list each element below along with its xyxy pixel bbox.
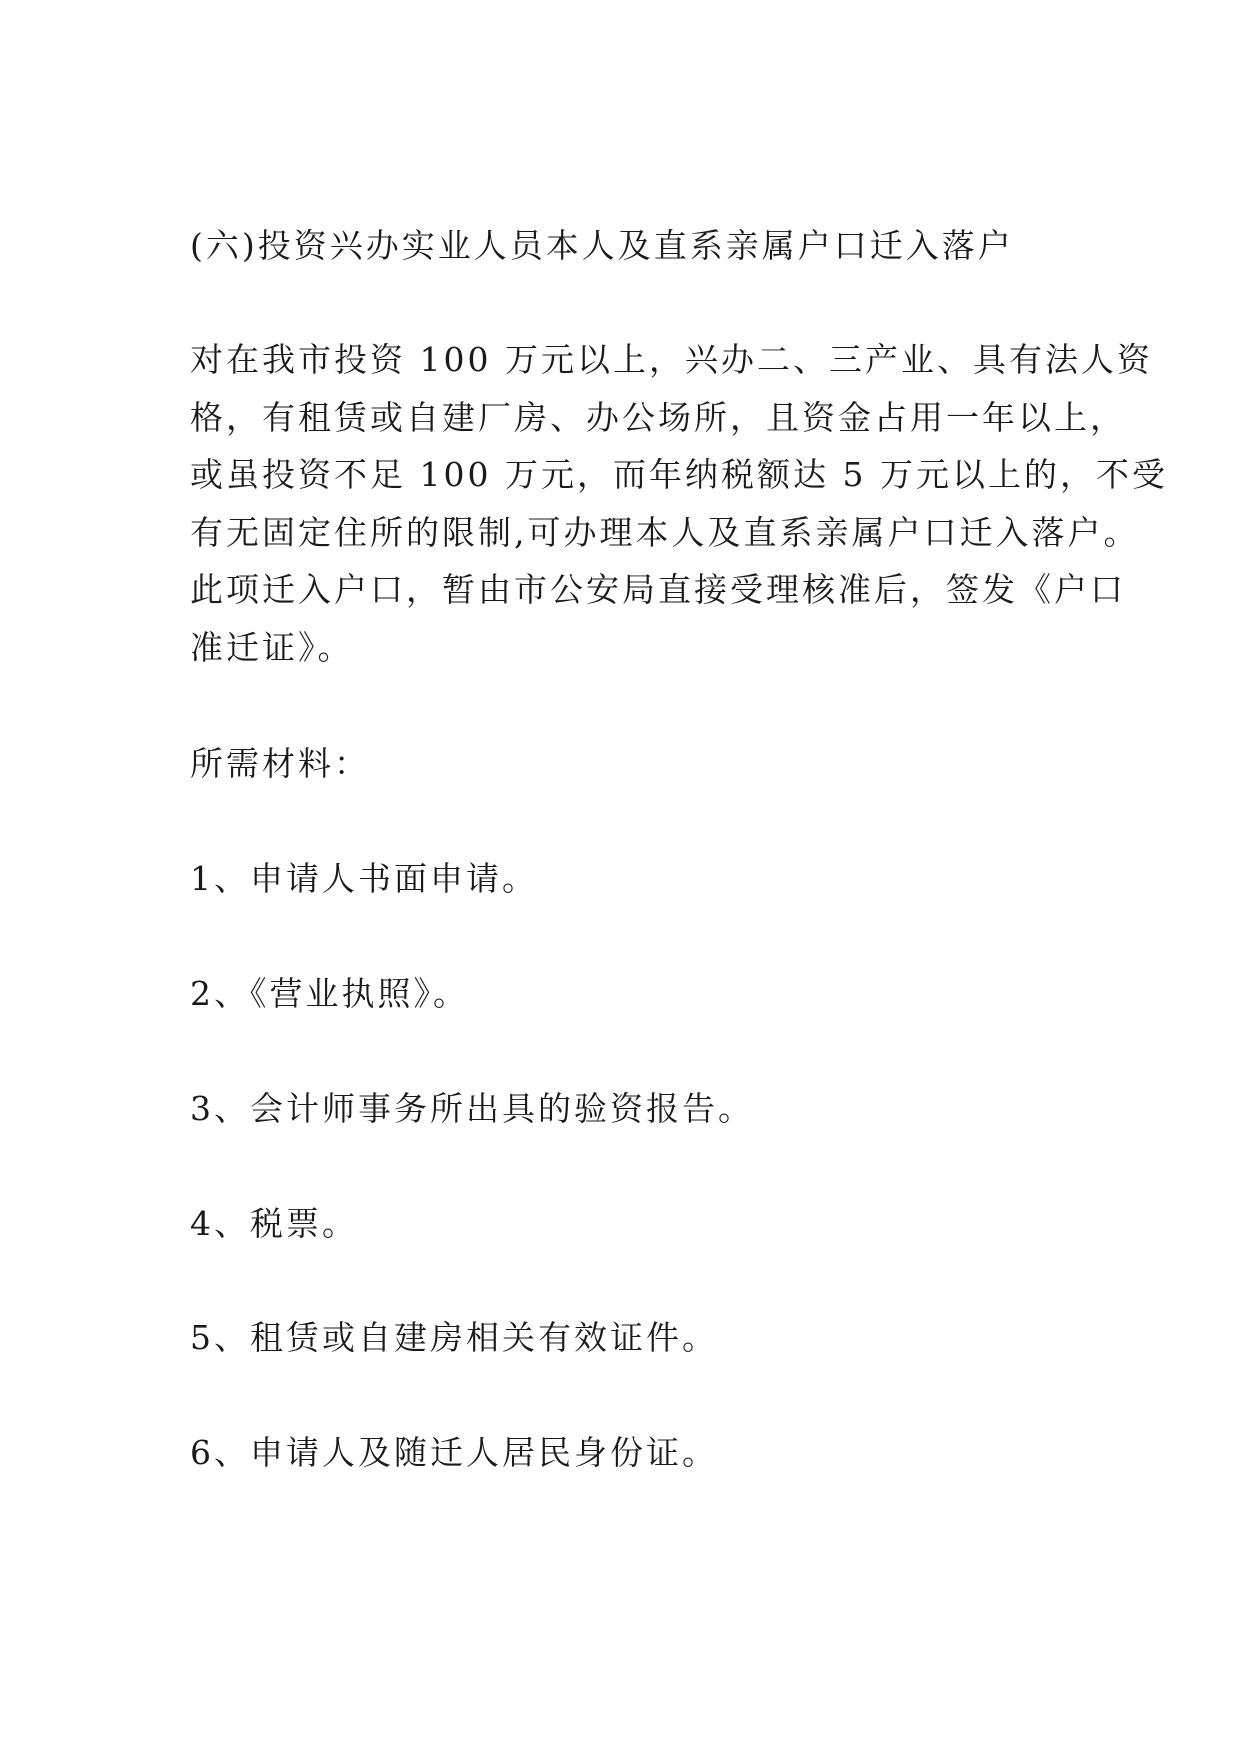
list-item: 1、申请人书面申请。 [190, 859, 538, 898]
body-line: 此项迁入户口，暂由市公安局直接受理核准后，签发《户口 [190, 570, 1126, 609]
body-line: 对在我市投资 100 万元以上，兴办二、三产业、具有法人资 [190, 340, 1153, 379]
body-paragraph [190, 331, 1168, 676]
list-item: 3、会计师事务所出具的验资报告。 [190, 1089, 754, 1128]
materials-label: 所需材料： [190, 744, 370, 783]
body-line: 准迁证》。 [190, 627, 354, 667]
list-item: 2、《营业执照》。 [190, 974, 469, 1013]
list-item: 5、租赁或自建房相关有效证件。 [190, 1318, 718, 1357]
body-line: 有无固定住所的限制,可办理本人及直系亲属户口迁入落户。 [190, 512, 1140, 552]
body-line: 或虽投资不足 100 万元，而年纳税额达 5 万元以上的，不受 [190, 455, 1168, 494]
body-line: 格，有租赁或自建厂房、办公场所，且资金占用一年以上， [190, 397, 1126, 437]
list-item: 6、申请人及随迁人居民身份证。 [190, 1433, 718, 1472]
list-item: 4、税票。 [190, 1204, 358, 1243]
section-heading: (六)投资兴办实业人员本人及直系亲属户口迁入落户 [190, 226, 1014, 265]
